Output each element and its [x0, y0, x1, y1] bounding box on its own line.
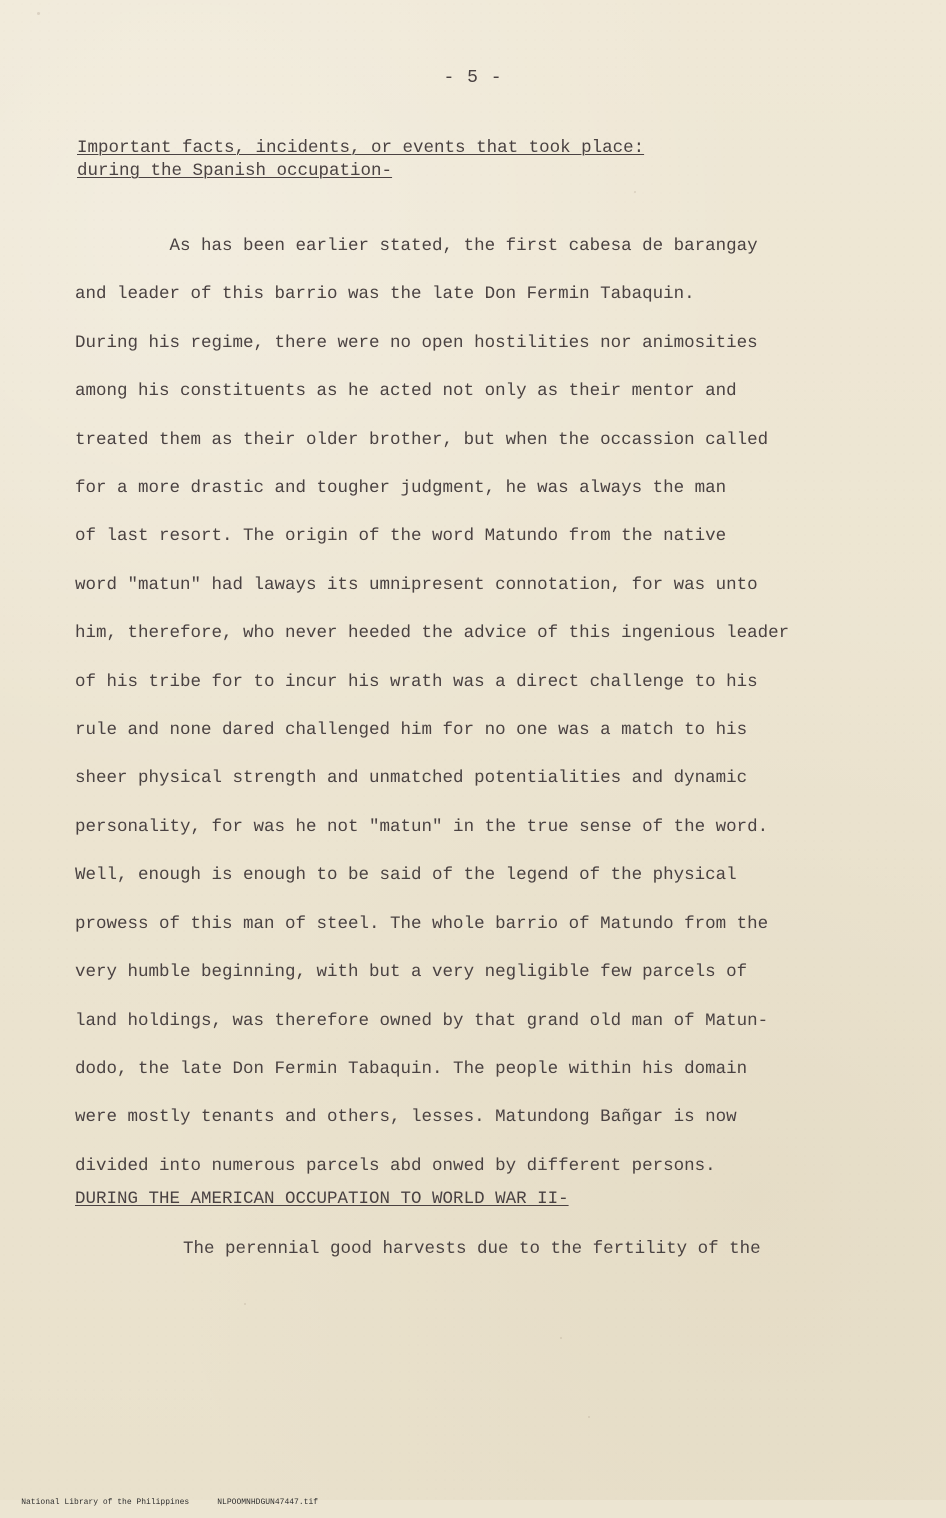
paper-smudge — [588, 1416, 590, 1418]
body-line: word "matun" had laways its umnipresent connotation, for was unto — [75, 574, 758, 595]
body-line: Well, enough is enough to be said of the legend of the physical — [75, 865, 737, 886]
body-line: treated them as their older brother, but when the occassion called — [75, 429, 769, 450]
section-title-line: during the Spanish occupation- — [77, 161, 393, 181]
body-line: were mostly tenants and others, lesses. Matundong Bañgar is now — [75, 1107, 737, 1128]
body-text — [75, 222, 915, 1190]
body-line: divided into numerous parcels abd onwed by different persons. — [75, 1155, 716, 1176]
body-line: very humble beginning, with but a very negligible few parcels of — [75, 962, 748, 983]
body-line: sheer physical strength and unmatched potentialities and dynamic — [75, 768, 748, 789]
page-number: - 5 - — [443, 68, 503, 88]
body-line: personality, for was he not "matun" in the true sense of the word. — [75, 816, 769, 837]
paper-smudge — [37, 12, 40, 15]
body-line: among his constituents as he acted not only as their mentor and — [75, 381, 737, 402]
body-line: and leader of this barrio was the late Don Fermin Tabaquin. — [75, 284, 695, 305]
body-line: for a more drastic and tougher judgment, he was always the man — [75, 478, 727, 499]
body-line: prowess of this man of steel. The whole barrio of Matundo from the — [75, 913, 769, 934]
paper-smudge — [244, 1303, 246, 1305]
body-line: During his regime, there were no open hostilities nor animosities — [75, 332, 758, 353]
body-line: rule and none dared challenged him for no one was a match to his — [75, 720, 748, 741]
body-line: him, therefore, who never heeded the advice of this ingenious leader — [75, 623, 790, 644]
secondary-heading: DURING THE AMERICAN OCCUPATION TO WORLD WAR II- — [75, 1189, 569, 1209]
body-line: land holdings, was therefore owned by that grand old man of Matun- — [75, 1010, 769, 1031]
continuation-line: The perennial good harvests due to the fertility of the — [183, 1239, 761, 1259]
footer-library: National Library of the Philippines — [21, 1498, 190, 1507]
paper-smudge — [634, 191, 636, 193]
section-title — [77, 137, 777, 183]
paper-smudge — [560, 1337, 562, 1339]
body-line: of his tribe for to incur his wrath was a direct challenge to his — [75, 671, 758, 692]
section-title-line: Important facts, incidents, or events that took place: — [77, 138, 645, 158]
body-line: dodo, the late Don Fermin Tabaquin. The people within his domain — [75, 1058, 748, 1079]
footer-source — [2, 1488, 318, 1518]
body-line: As has been earlier stated, the first cabesa de barangay — [75, 236, 758, 256]
body-line: of last resort. The origin of the word Matundo from the native — [75, 526, 727, 547]
footer-file-id: NLPOOMNHDGUN47447.tif — [217, 1498, 319, 1507]
